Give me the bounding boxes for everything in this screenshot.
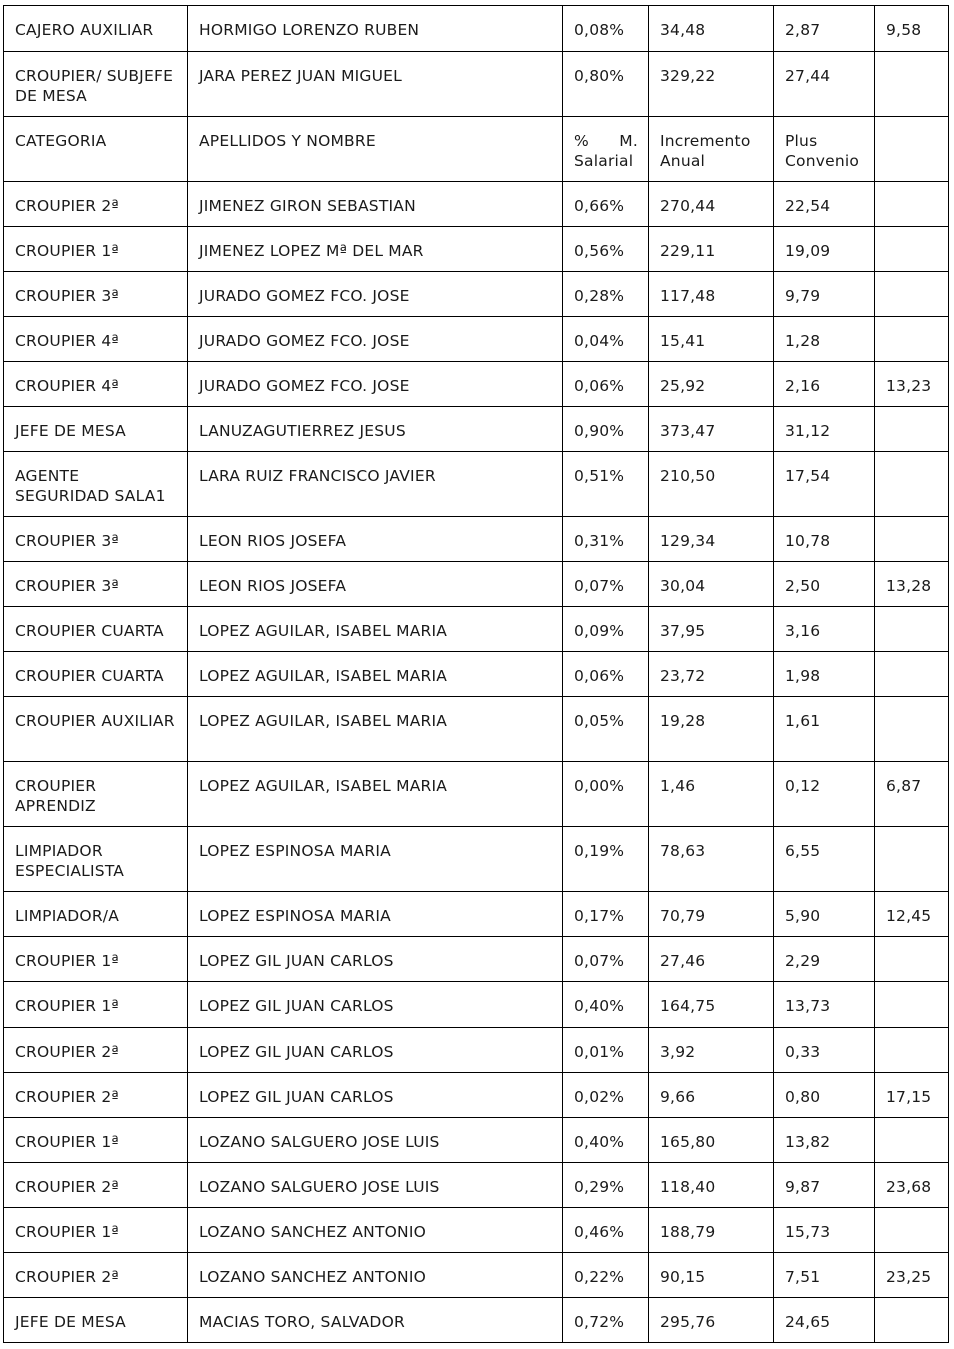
cell-categoria: CAJERO AUXILIAR: [4, 6, 188, 52]
cell-plus: 9,87: [774, 1163, 875, 1208]
cell-total: 6,87: [875, 762, 949, 827]
cell-plus: 0,80: [774, 1073, 875, 1118]
cell-pct: 0,09%: [563, 607, 649, 652]
cell-plus: 1,98: [774, 652, 875, 697]
cell-nombre: JARA PEREZ JUAN MIGUEL: [188, 52, 563, 117]
table-row: [4, 407, 949, 452]
cell-incremento: 23,72: [649, 652, 774, 697]
cell-nombre: LOPEZ AGUILAR, ISABEL MARIA: [188, 697, 563, 762]
cell-plus: 2,29: [774, 937, 875, 982]
table-row: [4, 1298, 949, 1343]
cell-nombre: LOZANO SALGUERO JOSE LUIS: [188, 1118, 563, 1163]
cell-total: [875, 1208, 949, 1253]
cell-categoria: CROUPIER 4ª: [4, 317, 188, 362]
cell-incremento: 9,66: [649, 1073, 774, 1118]
table-row: [4, 1073, 949, 1118]
cell-incremento: 270,44: [649, 182, 774, 227]
cell-categoria: CROUPIER 1ª: [4, 227, 188, 272]
cell-pct: 0,19%: [563, 827, 649, 892]
header-total: [875, 117, 949, 182]
cell-total: 17,15: [875, 1073, 949, 1118]
cell-pct: 0,31%: [563, 517, 649, 562]
cell-incremento: 70,79: [649, 892, 774, 937]
cell-nombre: LOPEZ AGUILAR, ISABEL MARIA: [188, 762, 563, 827]
cell-categoria: CROUPIER 3ª: [4, 272, 188, 317]
cell-incremento: 15,41: [649, 317, 774, 362]
cell-incremento: 210,50: [649, 452, 774, 517]
cell-total: [875, 407, 949, 452]
cell-nombre: LOPEZ GIL JUAN CARLOS: [188, 1028, 563, 1073]
cell-categoria: JEFE DE MESA: [4, 1298, 188, 1343]
table-row: [4, 1253, 949, 1298]
cell-nombre: LANUZAGUTIERREZ JESUS: [188, 407, 563, 452]
cell-incremento: 295,76: [649, 1298, 774, 1343]
cell-total: 23,25: [875, 1253, 949, 1298]
cell-categoria: CROUPIER 1ª: [4, 937, 188, 982]
header-incremento: Incremento Anual: [649, 117, 774, 182]
cell-total: [875, 317, 949, 362]
cell-categoria: CROUPIER 2ª: [4, 1163, 188, 1208]
cell-total: [875, 227, 949, 272]
header-plus: Plus Convenio: [774, 117, 875, 182]
cell-categoria: CROUPIER 2ª: [4, 1073, 188, 1118]
table-row: [4, 982, 949, 1028]
table-row: [4, 562, 949, 607]
cell-plus: 1,61: [774, 697, 875, 762]
cell-incremento: 164,75: [649, 982, 774, 1028]
cell-nombre: MACIAS TORO, SALVADOR: [188, 1298, 563, 1343]
cell-categoria: CROUPIER AUXILIAR: [4, 697, 188, 762]
cell-pct: 0,66%: [563, 182, 649, 227]
cell-pct: 0,46%: [563, 1208, 649, 1253]
cell-nombre: LEON RIOS JOSEFA: [188, 517, 563, 562]
cell-total: [875, 517, 949, 562]
cell-total: [875, 982, 949, 1028]
cell-pct: 0,06%: [563, 652, 649, 697]
cell-incremento: 78,63: [649, 827, 774, 892]
cell-categoria: CROUPIER 2ª: [4, 182, 188, 227]
cell-plus: 2,50: [774, 562, 875, 607]
cell-nombre: LOPEZ GIL JUAN CARLOS: [188, 982, 563, 1028]
cell-categoria: JEFE DE MESA: [4, 407, 188, 452]
table-row: [4, 6, 949, 52]
cell-total: [875, 52, 949, 117]
cell-categoria: CROUPIER 1ª: [4, 1208, 188, 1253]
cell-plus: 3,16: [774, 607, 875, 652]
cell-nombre: JURADO GOMEZ FCO. JOSE: [188, 362, 563, 407]
table-row: [4, 362, 949, 407]
cell-total: 12,45: [875, 892, 949, 937]
cell-plus: 7,51: [774, 1253, 875, 1298]
cell-nombre: LEON RIOS JOSEFA: [188, 562, 563, 607]
cell-nombre: HORMIGO LORENZO RUBEN: [188, 6, 563, 52]
cell-total: 13,23: [875, 362, 949, 407]
cell-incremento: 165,80: [649, 1118, 774, 1163]
cell-plus: 22,54: [774, 182, 875, 227]
cell-categoria: AGENTE SEGURIDAD SALA1: [4, 452, 188, 517]
cell-pct: 0,07%: [563, 937, 649, 982]
cell-total: [875, 1028, 949, 1073]
cell-pct: 0,04%: [563, 317, 649, 362]
cell-total: [875, 452, 949, 517]
cell-total: [875, 652, 949, 697]
cell-pct: 0,17%: [563, 892, 649, 937]
cell-pct: 0,90%: [563, 407, 649, 452]
cell-categoria: CROUPIER 3ª: [4, 562, 188, 607]
table-row: [4, 272, 949, 317]
cell-pct: 0,29%: [563, 1163, 649, 1208]
table-row: [4, 652, 949, 697]
cell-plus: 15,73: [774, 1208, 875, 1253]
cell-plus: 19,09: [774, 227, 875, 272]
cell-pct: 0,40%: [563, 1118, 649, 1163]
cell-nombre: JURADO GOMEZ FCO. JOSE: [188, 317, 563, 362]
cell-total: [875, 827, 949, 892]
cell-total: [875, 697, 949, 762]
cell-plus: 13,82: [774, 1118, 875, 1163]
table-row: [4, 1163, 949, 1208]
table-row: [4, 1028, 949, 1073]
cell-nombre: JIMENEZ GIRON SEBASTIAN: [188, 182, 563, 227]
cell-categoria: CROUPIER CUARTA: [4, 652, 188, 697]
table-row: [4, 182, 949, 227]
header-nombre: APELLIDOS Y NOMBRE: [188, 117, 563, 182]
cell-plus: 0,33: [774, 1028, 875, 1073]
cell-pct: 0,02%: [563, 1073, 649, 1118]
cell-plus: 0,12: [774, 762, 875, 827]
cell-pct: 0,40%: [563, 982, 649, 1028]
cell-incremento: 117,48: [649, 272, 774, 317]
cell-total: [875, 182, 949, 227]
cell-pct: 0,08%: [563, 6, 649, 52]
cell-nombre: LOPEZ ESPINOSA MARIA: [188, 892, 563, 937]
cell-plus: 24,65: [774, 1298, 875, 1343]
table-row: [4, 892, 949, 937]
table-row: [4, 827, 949, 892]
cell-total: 9,58: [875, 6, 949, 52]
cell-pct: 0,06%: [563, 362, 649, 407]
cell-categoria: LIMPIADOR ESPECIALISTA: [4, 827, 188, 892]
cell-pct: 0,00%: [563, 762, 649, 827]
cell-incremento: 373,47: [649, 407, 774, 452]
table-row: [4, 1208, 949, 1253]
cell-nombre: LOPEZ ESPINOSA MARIA: [188, 827, 563, 892]
table-row: [4, 1118, 949, 1163]
header-pct: % M. Salarial: [563, 117, 649, 182]
cell-categoria: CROUPIER 1ª: [4, 1118, 188, 1163]
cell-pct: 0,07%: [563, 562, 649, 607]
header-categoria: CATEGORIA: [4, 117, 188, 182]
cell-incremento: 19,28: [649, 697, 774, 762]
cell-categoria: CROUPIER 4ª: [4, 362, 188, 407]
cell-nombre: LOPEZ AGUILAR, ISABEL MARIA: [188, 607, 563, 652]
cell-incremento: 37,95: [649, 607, 774, 652]
cell-nombre: LARA RUIZ FRANCISCO JAVIER: [188, 452, 563, 517]
cell-categoria: CROUPIER 2ª: [4, 1253, 188, 1298]
cell-pct: 0,80%: [563, 52, 649, 117]
cell-plus: 2,16: [774, 362, 875, 407]
table-row: [4, 227, 949, 272]
cell-nombre: JURADO GOMEZ FCO. JOSE: [188, 272, 563, 317]
table-row: [4, 452, 949, 517]
cell-nombre: LOZANO SANCHEZ ANTONIO: [188, 1253, 563, 1298]
cell-incremento: 118,40: [649, 1163, 774, 1208]
cell-categoria: CROUPIER/ SUBJEFE DE MESA: [4, 52, 188, 117]
cell-categoria: LIMPIADOR/A: [4, 892, 188, 937]
cell-plus: 5,90: [774, 892, 875, 937]
cell-categoria: CROUPIER 3ª: [4, 517, 188, 562]
cell-total: [875, 607, 949, 652]
cell-incremento: 329,22: [649, 52, 774, 117]
cell-nombre: LOZANO SANCHEZ ANTONIO: [188, 1208, 563, 1253]
cell-pct: 0,72%: [563, 1298, 649, 1343]
cell-incremento: 129,34: [649, 517, 774, 562]
cell-incremento: 188,79: [649, 1208, 774, 1253]
cell-incremento: 27,46: [649, 937, 774, 982]
cell-categoria: CROUPIER CUARTA: [4, 607, 188, 652]
cell-total: [875, 1118, 949, 1163]
header-row: [4, 117, 949, 182]
cell-nombre: LOPEZ AGUILAR, ISABEL MARIA: [188, 652, 563, 697]
cell-pct: 0,05%: [563, 697, 649, 762]
cell-plus: 27,44: [774, 52, 875, 117]
cell-incremento: 25,92: [649, 362, 774, 407]
table-row: [4, 937, 949, 982]
cell-plus: 9,79: [774, 272, 875, 317]
cell-nombre: LOPEZ GIL JUAN CARLOS: [188, 937, 563, 982]
cell-total: [875, 937, 949, 982]
cell-nombre: JIMENEZ LOPEZ Mª DEL MAR: [188, 227, 563, 272]
cell-incremento: 90,15: [649, 1253, 774, 1298]
cell-pct: 0,28%: [563, 272, 649, 317]
cell-incremento: 229,11: [649, 227, 774, 272]
cell-nombre: LOZANO SALGUERO JOSE LUIS: [188, 1163, 563, 1208]
cell-categoria: CROUPIER APRENDIZ: [4, 762, 188, 827]
cell-plus: 13,73: [774, 982, 875, 1028]
cell-incremento: 3,92: [649, 1028, 774, 1073]
cell-pct: 0,22%: [563, 1253, 649, 1298]
table-row: [4, 607, 949, 652]
table-row: [4, 517, 949, 562]
table-row: [4, 317, 949, 362]
cell-categoria: CROUPIER 2ª: [4, 1028, 188, 1073]
cell-nombre: LOPEZ GIL JUAN CARLOS: [188, 1073, 563, 1118]
cell-categoria: CROUPIER 1ª: [4, 982, 188, 1028]
cell-pct: 0,56%: [563, 227, 649, 272]
cell-pct: 0,01%: [563, 1028, 649, 1073]
cell-incremento: 34,48: [649, 6, 774, 52]
cell-total: [875, 272, 949, 317]
cell-plus: 6,55: [774, 827, 875, 892]
table-row: [4, 762, 949, 827]
cell-plus: 31,12: [774, 407, 875, 452]
table-row: [4, 52, 949, 117]
cell-incremento: 30,04: [649, 562, 774, 607]
cell-total: [875, 1298, 949, 1343]
cell-plus: 17,54: [774, 452, 875, 517]
cell-total: 23,68: [875, 1163, 949, 1208]
cell-incremento: 1,46: [649, 762, 774, 827]
cell-plus: 1,28: [774, 317, 875, 362]
cell-plus: 10,78: [774, 517, 875, 562]
cell-pct: 0,51%: [563, 452, 649, 517]
salary-table: [3, 5, 949, 1343]
table-row: [4, 697, 949, 762]
cell-total: 13,28: [875, 562, 949, 607]
cell-plus: 2,87: [774, 6, 875, 52]
